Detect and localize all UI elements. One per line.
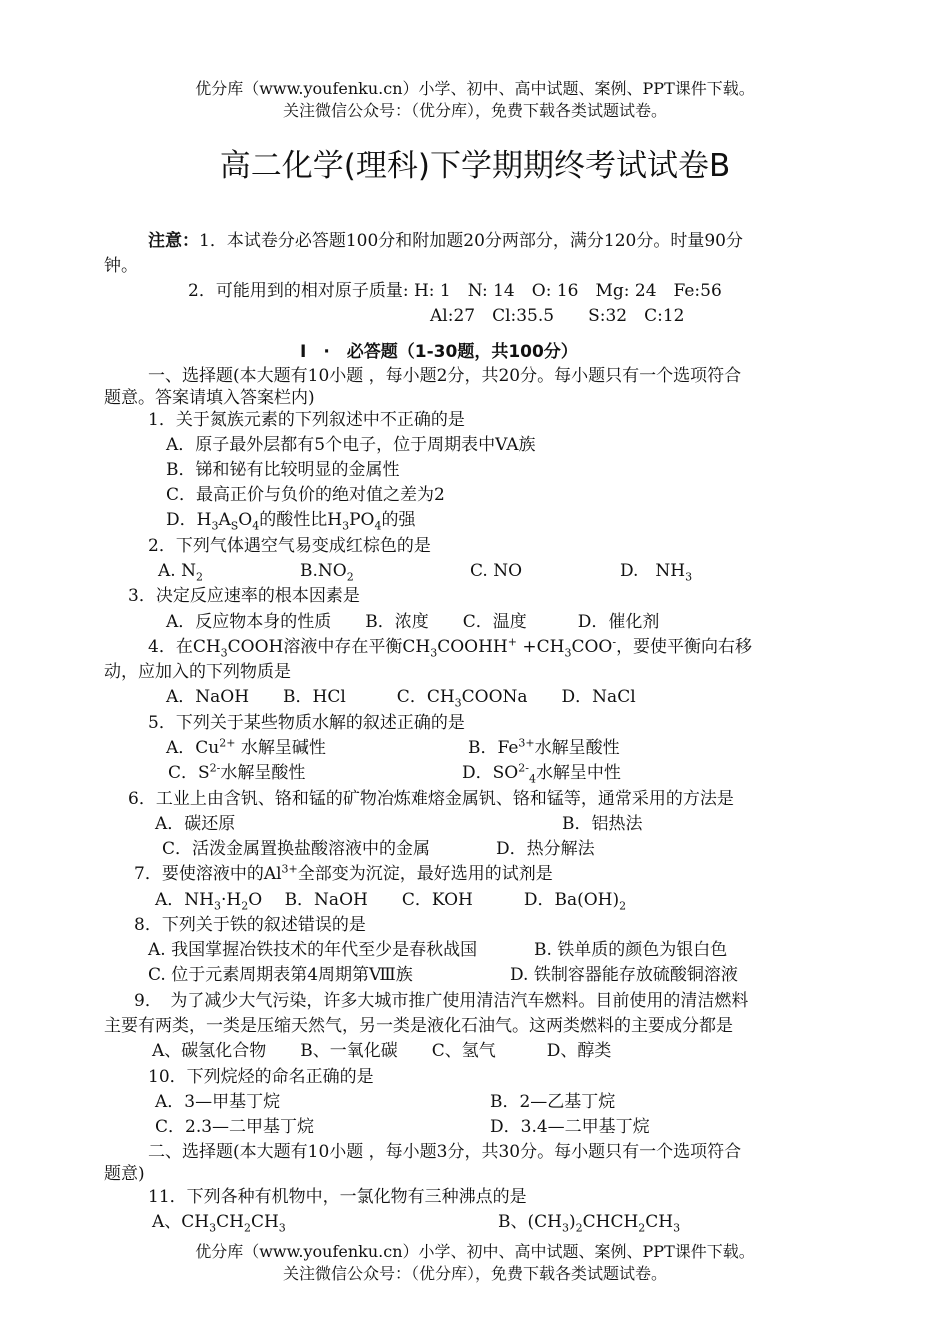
q5-option-a: A．$Cu^{2+}$ 水解呈碱性 — [166, 736, 326, 758]
q2-option-a: A. $N_2$ — [158, 561, 203, 584]
q4-stem: 4．在$CH_3COOH$溶液中存在平衡$CH_3COOHH^+ +CH_3COO^-$，要使平衡向右移 — [148, 635, 753, 660]
q10-option-d: D．3.4—二甲基丁烷 — [490, 1117, 650, 1137]
q8-option-d: D. 铁制容器能存放硫酸铜溶液 — [510, 965, 738, 985]
q3-options: A．反应物本身的性质 B．浓度 C．温度 D．催化剂 — [166, 612, 660, 632]
q8-option-c: C. 位于元素周期表第4周期第Ⅷ族 — [148, 965, 413, 985]
q1-stem: 1．关于氮族元素的下列叙述中不正确的是 — [148, 410, 465, 430]
section1-line-1: 一、选择题(本大题有10小题 ，每小题2分，共20分。每小题只有一个选项符合 — [148, 366, 742, 386]
q4-options: A．NaOH B．HCl C．$CH_3COONa$ D．NaCl — [166, 687, 636, 710]
section2-line-1: 二、选择题(本大题有10小题 ，每小题3分，共30分。每小题只有一个选项符合 — [148, 1142, 742, 1162]
header-line-1: 优分库（www.youfenku.cn）小学、初中、高中试题、案例、PPT课件下载。 — [195, 79, 755, 98]
q10-option-b: B．2—乙基丁烷 — [490, 1092, 616, 1112]
q5-stem: 5．下列关于某些物质水解的叙述正确的是 — [148, 713, 465, 733]
q9-options: A、碳氢化合物 B、一氧化碳 C、氢气 D、醇类 — [152, 1041, 612, 1061]
notice-item-2-cont: Al:27 Cl:35.5 S:32 C:12 — [430, 306, 685, 326]
notice-item-2: 2．可能用到的相对原子质量: H: 1 N: 14 O: 16 Mg: 24 Fe:56 — [188, 281, 722, 301]
q1-option-c: C．最高正价与负价的绝对值之差为2 — [166, 485, 445, 505]
q9-stem-line-2: 主要有两类，一类是压缩天然气，另一类是液化石油气。这两类燃料的主要成分都是 — [104, 1016, 733, 1036]
q8-option-b: B. 铁单质的颜色为银白色 — [534, 940, 728, 960]
page-title: 高二化学(理科)下学期期终考试试卷B — [219, 148, 731, 184]
q11-option-a: A、$CH_3CH_2CH_3$ — [152, 1212, 286, 1235]
header-line-2: 关注微信公众号：（优分库），免费下载各类试题试卷。 — [282, 101, 667, 120]
footer-line-2: 关注微信公众号：（优分库），免费下载各类试题试卷。 — [282, 1264, 667, 1283]
q2-option-b: $B.NO_2$ — [300, 561, 354, 584]
part1-heading: Ⅰ · 必答题（1-30题，共100分） — [300, 342, 578, 362]
notice-item-1: 1．本试卷分必答题100分和附加题20分两部分，满分120分。时量90分 — [199, 231, 743, 251]
q11-stem: 11．下列各种有机物中，一氯化物有三种沸点的是 — [148, 1187, 527, 1207]
q8-stem: 8．下列关于铁的叙述错误的是 — [134, 915, 366, 935]
q2-stem: 2．下列气体遇空气易变成红棕色的是 — [148, 536, 431, 556]
notice-label: 注意： — [148, 231, 199, 251]
section2-line-2: 题意) — [104, 1164, 145, 1184]
q6-option-b: B．铝热法 — [562, 814, 643, 834]
q8-option-a: A. 我国掌握冶铁技术的年代至少是春秋战国 — [148, 940, 478, 960]
q1-option-b: B．锑和铋有比较明显的金属性 — [166, 460, 400, 480]
q6-option-c: C．活泼金属置换盐酸溶液中的金属 — [162, 839, 431, 859]
q3-stem: 3．决定反应速率的根本因素是 — [128, 586, 360, 606]
q6-option-a: A．碳还原 — [155, 814, 236, 834]
q10-stem: 10．下列烷烃的命名正确的是 — [148, 1067, 374, 1087]
notice-line-1-cont: 钟。 — [104, 256, 138, 276]
q9-stem-line-1: 9． 为了减少大气污染，许多大城市推广使用清洁汽车燃料。目前使用的清洁燃料 — [134, 991, 749, 1011]
q6-stem: 6．工业上由含钒、铬和锰的矿物冶炼难熔金属钒、铬和锰等，通常采用的方法是 — [128, 789, 734, 809]
q7-options: A．$NH_3\cdot H_2O$ B．NaOH C．KOH D．$Ba(OH)_2$ — [155, 890, 627, 913]
q2-option-c: C. NO — [470, 561, 523, 581]
q5-option-c: C．$S^{2-}$水解呈酸性 — [168, 761, 306, 783]
q1-option-a: A．原子最外层都有5个电子，位于周期表中VA族 — [166, 435, 536, 455]
q2-option-d: D. $NH_3$ — [620, 561, 693, 584]
q7-stem: 7．要使溶液中的$Al^{3+}$全部变为沉淀，最好选用的试剂是 — [134, 862, 553, 884]
q5-option-b: B．$Fe^{3+}$水解呈酸性 — [468, 736, 620, 758]
notice-line-1 — [148, 229, 743, 253]
q4-stem-cont: 动，应加入的下列物质是 — [104, 662, 291, 682]
q6-option-d: D．热分解法 — [496, 839, 595, 859]
q5-option-d: D．$SO^{2-}_4$水解呈中性 — [462, 761, 621, 786]
section1-line-2: 题意。答案请填入答案栏内) — [104, 388, 315, 408]
q11-option-b: B、$(CH_3)_2CHCH_2CH_3$ — [498, 1212, 681, 1235]
q10-option-a: A．3—甲基丁烷 — [155, 1092, 281, 1112]
q10-option-c: C．2.3—二甲基丁烷 — [155, 1117, 315, 1137]
footer-line-1: 优分库（www.youfenku.cn）小学、初中、高中试题、案例、PPT课件下载。 — [195, 1242, 755, 1261]
q1-option-d: D．$H_3A_SO_4$的酸性比$H_3PO_4$的强 — [166, 510, 416, 533]
